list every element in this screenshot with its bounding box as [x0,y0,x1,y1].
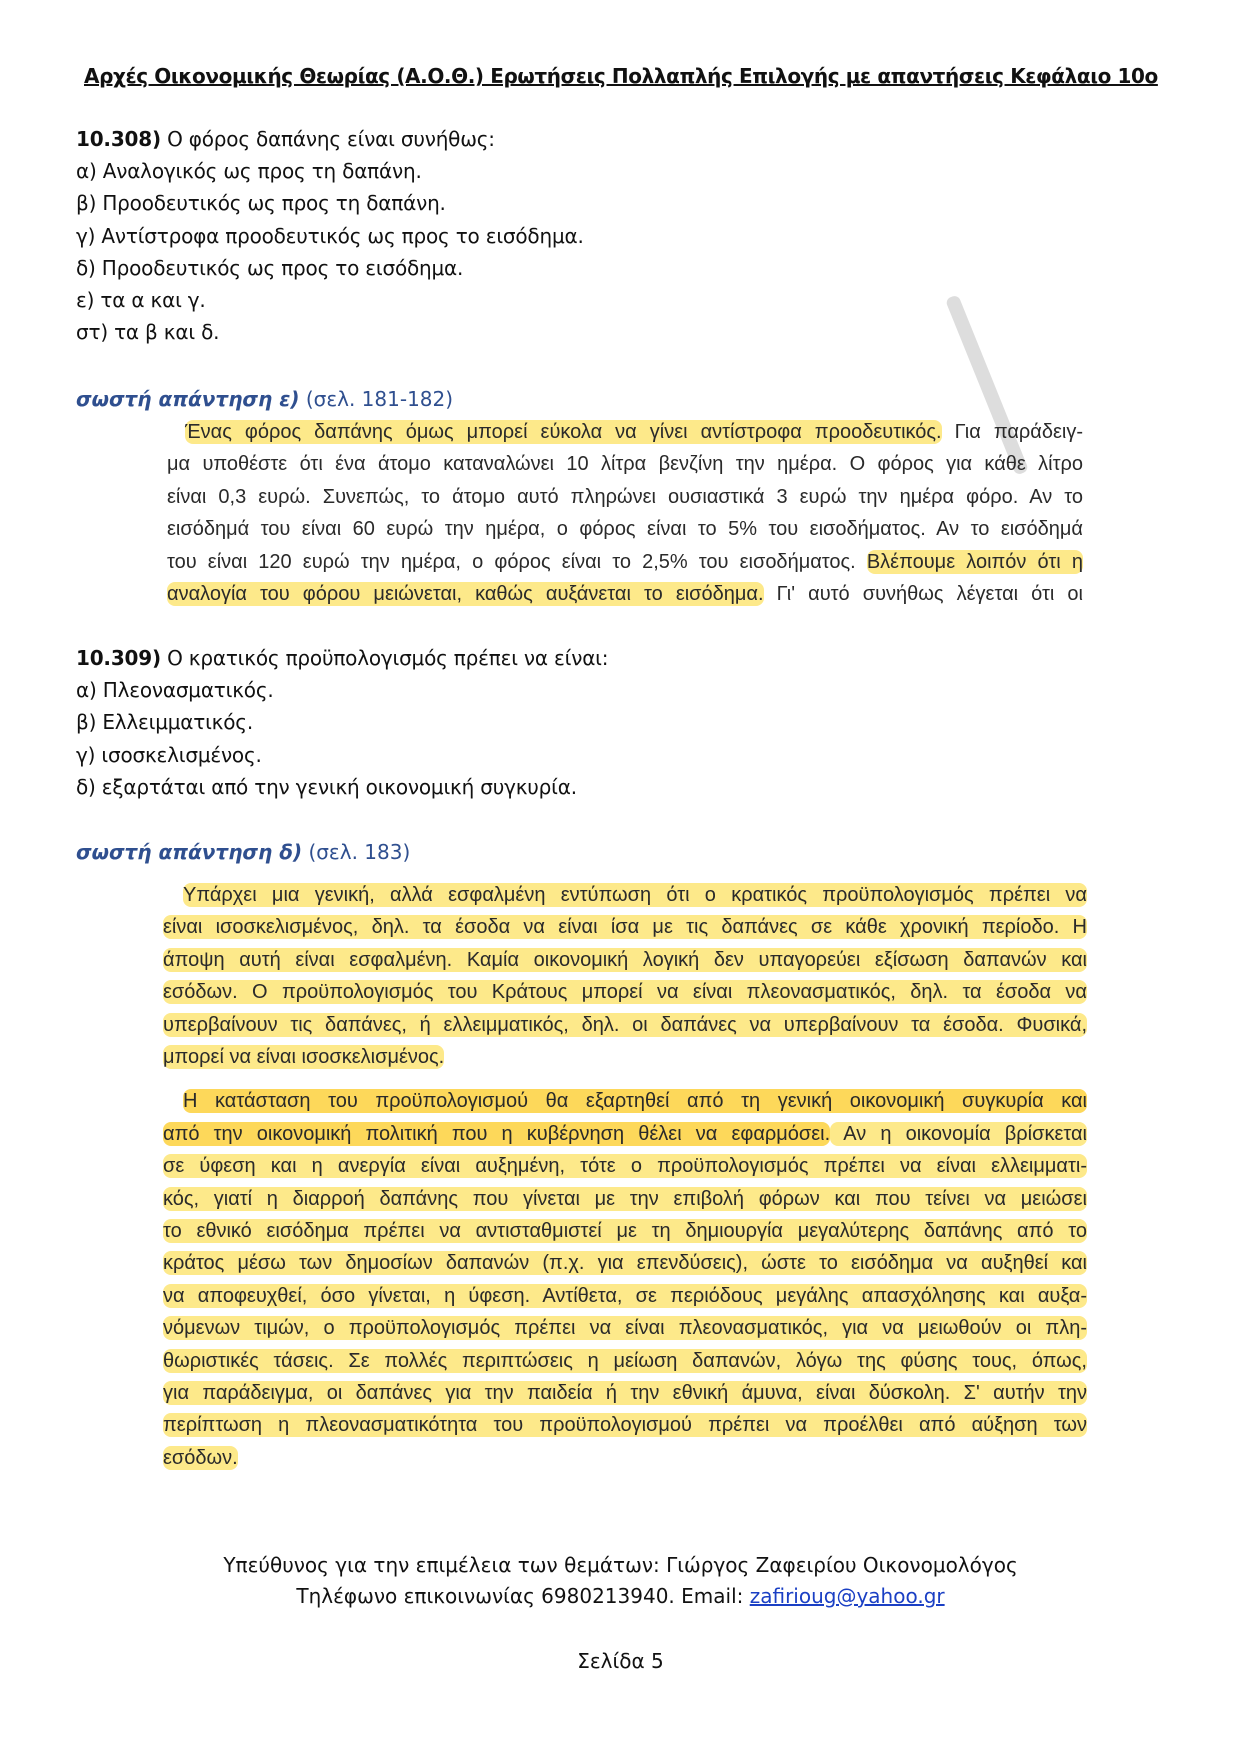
excerpt-line [185,416,1083,448]
excerpt-line [163,976,1087,1008]
option-item: γ) ισοσκελισμένος. [76,742,262,767]
excerpt-line [167,546,1083,578]
excerpt-line [163,1009,1087,1041]
option-item: β) Προοδευτικός ως προς τη δαπάνη. [76,191,446,216]
highlighted-text: θωριστικές τάσεις. Σε πολλές περιπτώσεις η μείωση δαπανών, λόγω της φύσης τους, όπως, [163,1349,1087,1372]
answer-pages: (σελ. 181-182) [299,387,454,411]
highlighted-text: να αποφευχθεί, όσο γίνεται, η ύφεση. Αντίθετα, σε περιόδους μεγάλης απασχόλησης και αυξα- [163,1284,1087,1307]
highlighted-text: Βλέπουμε λοιπόν ότι η [866,550,1083,573]
email-link[interactable]: zafirioug@yahoo.gr [749,1584,945,1608]
question-text: Ο κρατικός προϋπολογισμός πρέπει να είναι: [160,646,609,670]
correct-answer [76,840,410,864]
option-item: γ) Αντίστροφα προοδευτικός ως προς το εισόδημα. [76,223,584,248]
highlighted-text: για παράδειγμα, οι δαπάνες για την παιδεία ή την εθνική άμυνα, είναι δύσκολη. Σ' αυτήν την [163,1382,1087,1404]
page-title: Αρχές Οικονομικής Θεωρίας (Α.Ο.Θ.) Ερωτήσεις Πολλαπλής Επιλογής με απαντήσεις Κεφάλαιο 10ο [84,64,1158,88]
excerpt-text: εισόδημά του είναι 60 ευρώ την ημέρα, ο φόρος είναι το 5% του εισοδήματος. Αν το εισόδημά [167,518,1083,541]
excerpt-line [163,1118,1087,1150]
excerpt-line [163,1312,1087,1344]
excerpt-line [163,1377,1087,1409]
excerpt-line [163,1442,1087,1474]
excerpt-line [163,1247,1087,1279]
question-0 [76,127,495,151]
excerpt-text: του είναι 120 ευρώ την ημέρα, ο φόρος είναι το 2,5% του εισοδήματος. [167,550,867,573]
highlighted-text: κός, γιατί η διαρροή δαπάνης που γίνεται με την επιβολή φόρων και που τείνει να μειώσει [163,1187,1087,1210]
answer-label: σωστή απάντηση ε) [76,387,300,411]
excerpt-text: είναι 0,3 ευρώ. Συνεπώς, το άτομο αυτό πληρώνει ουσιαστικά 3 ευρώ την ημέρα φόρο. Αν το [167,485,1083,508]
highlighted-text: μπορεί να είναι ισοσκελισμένος. [163,1046,445,1068]
excerpt-line [163,1280,1087,1312]
highlighted-text: άποψη αυτή είναι εσφαλμένη. Καμία οικονομική λογική δεν υπαγορεύει εξίσωση δαπανών και [163,948,1087,971]
option-item: δ) εξαρτάται από την γενική οικονομική συγκυρία. [76,774,577,799]
option-item: δ) Προοδευτικός ως προς το εισόδημα. [76,255,464,280]
highlighted-text: Ένας φόρος δαπάνης όμως μπορεί εύκολα να γίνει αντίστροφα προοδευτικός. [185,421,942,443]
highlighted-text: υπερβαίνουν τις δαπάνες, ή ελλειμματικός, δηλ. οι δαπάνες να υπερβαίνουν τα έσοδα. Φυσικά, [163,1013,1087,1036]
excerpt-line [167,513,1083,545]
excerpt-line [163,1345,1087,1377]
highlighted-text: σε ύφεση και η ανεργία είναι αυξημένη, τότε ο προϋπολογισμός πρέπει να είναι ελλειμματι- [163,1155,1087,1178]
answer-label: σωστή απάντηση δ) [76,840,303,864]
excerpt-line [163,1150,1087,1182]
excerpt-line [183,1085,1087,1117]
highlighted-text: περίπτωση η πλεονασματικότητα του προϋπολογισμού πρέπει να προέλθει από αύξηση των [163,1414,1087,1437]
option-item: ε) τα α και γ. [76,288,206,312]
highlighted-text: νόμενων τιμών, ο προϋπολογισμός πρέπει να είναι πλεονασματικός, για να μειωθούν οι πλη- [163,1317,1087,1340]
question-number: 10.308) [76,127,161,151]
excerpt-text: Για παράδειγ- [941,421,1083,443]
option-item: α) Αναλογικός ως προς τη δαπάνη. [76,159,422,184]
excerpt-line [163,1409,1087,1441]
question-text: Ο φόρος δαπάνης είναι συνήθως: [160,127,495,151]
footer-phone: Τηλέφωνο επικοινωνίας 6980213940. Email: [296,1584,750,1608]
excerpt-line [163,1215,1087,1247]
highlighted-text: αναλογία του φόρου μειώνεται, καθώς αυξάνεται το εισόδημα. [167,583,764,605]
page-number: Σελίδα 5 [577,1649,664,1673]
highlighted-text: εσόδων. [163,1446,238,1469]
highlighted-text: από την οικονομική πολιτική που η κυβέρνηση θέλει να εφαρμόσει. [163,1122,831,1145]
highlighted-text: εσόδων. Ο προϋπολογισμός του Κράτους μπορεί να είναι πλεονασματικός, δηλ. τα έσοδα να [163,981,1087,1004]
footer-contact [0,1584,1241,1608]
question-1 [76,646,608,670]
footer-editor: Υπεύθυνος για την επιμέλεια των θεμάτων: Γιώργος Ζαφειρίου Οικονομολόγος [223,1553,1018,1577]
highlighted-text: κράτος μέσω των δημοσίων δαπανών (π.χ. για επενδύσεις), ώστε το εισόδημα να αυξηθεί και [163,1252,1087,1275]
excerpt-line [183,879,1087,911]
excerpt-line [163,1041,1087,1073]
excerpt-line [167,578,1083,610]
highlighted-text: είναι ισοσκελισμένος, δηλ. τα έσοδα να είναι ίσα με τις δαπάνες σε κάθε χρονική περίοδο. Η [163,916,1087,939]
excerpt-line [167,448,1083,480]
excerpt-line [167,481,1083,513]
answer-pages: (σελ. 183) [302,840,411,864]
correct-answer [76,387,453,411]
highlighted-text: Υπάρχει μια γενική, αλλά εσφαλμένη εντύπωση ότι ο κρατικός προϋπολογισμός πρέπει να [183,884,1087,906]
option-item: στ) τα β και δ. [76,320,220,345]
excerpt-text: Γι' αυτό συνήθως λέγεται ότι οι [763,583,1083,605]
option-item: β) Ελλειμματικός. [76,710,253,735]
excerpt-line [163,944,1087,976]
excerpt-text: μα υποθέστε ότι ένα άτομο καταναλώνει 10 λίτρα βενζίνη την ημέρα. Ο φόρος για κάθε λίτρο [167,453,1083,476]
option-item: α) Πλεονασματικός. [76,678,274,703]
excerpt-line [163,911,1087,943]
highlighted-text: Αν η οικονομία βρίσκεται [830,1122,1087,1145]
highlighted-text: Η κατάσταση του προϋπολογισμού θα εξαρτηθεί από τη γενική οικονομική συγκυρία και [183,1090,1087,1113]
excerpt-line [163,1183,1087,1215]
question-number: 10.309) [76,646,161,670]
highlighted-text: το εθνικό εισόδημα πρέπει να αντισταθμιστεί με τη δημιουργία μεγαλύτερης δαπάνης από το [163,1220,1087,1242]
